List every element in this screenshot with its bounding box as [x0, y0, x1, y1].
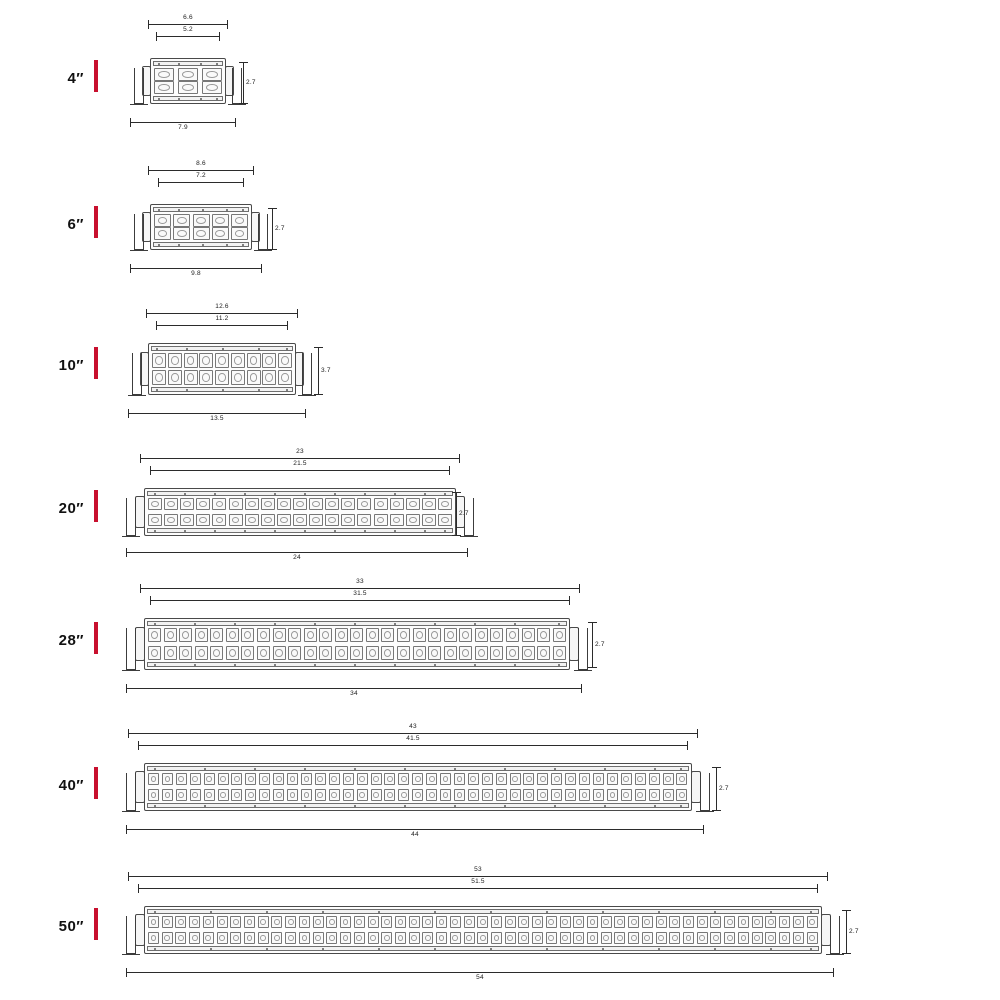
dim-bottom-50in: 54: [476, 974, 484, 981]
dim-line-top-inner-40in: [138, 745, 688, 746]
lens-row-bottom-20in: [148, 514, 452, 526]
dim-line-bottom-6in: [130, 268, 262, 269]
housing-40in: [144, 763, 692, 811]
lens-area-10in: [152, 353, 292, 385]
rail-top-6in: [153, 207, 249, 212]
dim-bottom-6in: 9.8: [191, 270, 201, 277]
foot-right-10in: [298, 395, 316, 396]
bracket-left-10in: [132, 353, 142, 395]
dim-line-bottom-50in: [126, 972, 834, 973]
dim-line-height-4in: [243, 62, 244, 104]
dim-line-bottom-28in: [126, 688, 582, 689]
dim-line-top-inner-6in: [158, 182, 244, 183]
rail-top-28in: [147, 621, 567, 626]
dim-line-top-inner-50in: [138, 888, 818, 889]
housing-20in: [144, 488, 456, 536]
rail-bottom-40in: [147, 803, 689, 808]
housing-6in: [150, 204, 252, 250]
rail-bottom-20in: [147, 528, 453, 533]
rail-bottom-28in: [147, 662, 567, 667]
foot-right-50in: [826, 954, 844, 955]
dim-top-outer-10in: 12.6: [215, 303, 229, 310]
dim-line-top-inner-28in: [150, 600, 570, 601]
lens-area-20in: [148, 498, 452, 526]
lens-area-28in: [148, 628, 566, 660]
dim-height-40in: 2.7: [719, 785, 729, 792]
size-label-40in: 40″: [58, 777, 84, 794]
dim-top-outer-50in: 53: [474, 866, 482, 873]
bracket-right-40in: [700, 773, 710, 811]
accent-bar-10in: [94, 347, 98, 379]
dim-line-top-outer-50in: [128, 876, 828, 877]
bracket-left-6in: [134, 214, 144, 250]
dim-height-6in: 2.7: [275, 225, 285, 232]
bracket-right-4in: [232, 68, 242, 104]
light-bar-4in: [140, 58, 236, 108]
row-28in: [0, 570, 1000, 715]
foot-right-6in: [254, 250, 272, 251]
lens-area-6in: [154, 214, 248, 240]
dim-line-bottom-40in: [126, 829, 704, 830]
foot-right-20in: [460, 536, 478, 537]
housing-50in: [144, 906, 822, 954]
housing-28in: [144, 618, 570, 670]
accent-bar-40in: [94, 767, 98, 799]
endcap-left-50in: [135, 914, 145, 946]
bracket-right-28in: [578, 628, 588, 670]
dim-line-top-inner-4in: [156, 36, 220, 37]
rail-top-50in: [147, 909, 819, 914]
bracket-right-50in: [830, 916, 840, 954]
dim-height-50in: 2.7: [849, 928, 859, 935]
lens-row-top-28in: [148, 628, 566, 642]
endcap-left-20in: [135, 496, 145, 528]
light-bar-6in: [140, 204, 262, 254]
dim-top-inner-20in: 21.5: [293, 460, 307, 467]
dim-bottom-28in: 34: [350, 690, 358, 697]
row-6in: [0, 150, 1000, 295]
bracket-left-28in: [126, 628, 136, 670]
size-label-4in: 4″: [67, 70, 84, 87]
size-label-10in: 10″: [58, 357, 84, 374]
dim-line-top-inner-10in: [156, 325, 288, 326]
dim-line-height-6in: [272, 208, 273, 250]
bracket-left-20in: [126, 498, 136, 536]
bracket-right-20in: [464, 498, 474, 536]
endcap-left-40in: [135, 771, 145, 803]
housing-4in: [150, 58, 226, 104]
dim-height-4in: 2.7: [246, 79, 256, 86]
dim-line-top-outer-10in: [146, 313, 298, 314]
dim-line-top-outer-6in: [148, 170, 254, 171]
dim-top-inner-6in: 7.2: [196, 172, 206, 179]
lens-row-bottom-50in: [148, 932, 818, 944]
lens-row-bottom-28in: [148, 646, 566, 660]
dim-top-outer-4in: 6.6: [183, 14, 193, 21]
dim-top-outer-40in: 43: [409, 723, 417, 730]
bracket-right-10in: [302, 353, 312, 395]
foot-left-20in: [122, 536, 140, 537]
lens-row-top-40in: [148, 773, 688, 785]
row-10in: [0, 295, 1000, 440]
dim-line-bottom-4in: [130, 122, 236, 123]
row-20in: [0, 440, 1000, 580]
accent-bar-28in: [94, 622, 98, 654]
housing-10in: [148, 343, 296, 395]
rail-bottom-10in: [151, 387, 293, 392]
rail-top-40in: [147, 766, 689, 771]
rail-top-10in: [151, 346, 293, 351]
foot-left-6in: [130, 250, 148, 251]
foot-right-40in: [696, 811, 714, 812]
dim-top-inner-28in: 31.5: [353, 590, 367, 597]
dim-line-height-40in: [716, 767, 717, 811]
lens-row-top-50in: [148, 916, 818, 928]
row-4in: [0, 0, 1000, 150]
dim-line-height-10in: [318, 347, 319, 395]
rail-bottom-50in: [147, 946, 819, 951]
dim-bottom-10in: 13.5: [210, 415, 224, 422]
bracket-left-4in: [134, 68, 144, 104]
dim-top-inner-10in: 11.2: [215, 315, 229, 322]
dim-top-outer-6in: 8.6: [196, 160, 206, 167]
bracket-left-50in: [126, 916, 136, 954]
dim-line-top-outer-20in: [140, 458, 460, 459]
dim-bottom-20in: 24: [293, 554, 301, 561]
light-bar-20in: [132, 488, 468, 540]
accent-bar-50in: [94, 908, 98, 940]
foot-left-4in: [130, 104, 148, 105]
dim-line-bottom-10in: [128, 413, 306, 414]
foot-left-40in: [122, 811, 140, 812]
rail-bottom-6in: [153, 242, 249, 247]
rail-top-20in: [147, 491, 453, 496]
dim-top-inner-4in: 5.2: [183, 26, 193, 33]
lens-row-top-20in: [148, 498, 452, 510]
bracket-right-6in: [258, 214, 268, 250]
row-50in: [0, 860, 1000, 1000]
accent-bar-4in: [94, 60, 98, 92]
dim-top-inner-50in: 51.5: [471, 878, 485, 885]
endcap-left-28in: [135, 627, 145, 661]
lens-area-4in: [154, 68, 222, 94]
dim-top-outer-20in: 23: [296, 448, 304, 455]
bracket-left-40in: [126, 773, 136, 811]
dim-top-outer-28in: 33: [356, 578, 364, 585]
dim-top-inner-40in: 41.5: [406, 735, 420, 742]
foot-left-50in: [122, 954, 140, 955]
dim-line-top-outer-28in: [140, 588, 580, 589]
dim-bottom-40in: 44: [411, 831, 419, 838]
dim-line-top-outer-4in: [148, 24, 228, 25]
accent-bar-6in: [94, 206, 98, 238]
accent-bar-20in: [94, 490, 98, 522]
size-label-6in: 6″: [67, 216, 84, 233]
foot-right-28in: [574, 670, 592, 671]
dim-height-28in: 2.7: [595, 641, 605, 648]
dim-height-20in: 2.7: [459, 510, 469, 517]
foot-left-10in: [128, 395, 146, 396]
light-bar-50in: [132, 906, 834, 958]
row-40in: [0, 715, 1000, 860]
dim-line-height-20in: [456, 492, 457, 536]
foot-right-4in: [228, 104, 246, 105]
foot-left-28in: [122, 670, 140, 671]
size-label-20in: 20″: [58, 500, 84, 517]
light-bar-40in: [132, 763, 704, 815]
size-label-50in: 50″: [58, 918, 84, 935]
lens-area-40in: [148, 773, 688, 801]
lens-row-bottom-40in: [148, 789, 688, 801]
dim-height-10in: 3.7: [321, 367, 331, 374]
dim-line-top-inner-20in: [150, 470, 450, 471]
light-bar-10in: [138, 343, 306, 399]
size-label-28in: 28″: [58, 632, 84, 649]
light-bar-28in: [132, 618, 582, 674]
dim-bottom-4in: 7.9: [178, 124, 188, 131]
rail-top-4in: [153, 61, 223, 66]
dim-line-height-28in: [592, 622, 593, 668]
lens-area-50in: [148, 916, 818, 944]
dim-line-height-50in: [846, 910, 847, 954]
dim-line-top-outer-40in: [128, 733, 698, 734]
rail-bottom-4in: [153, 96, 223, 101]
dim-line-bottom-20in: [126, 552, 468, 553]
